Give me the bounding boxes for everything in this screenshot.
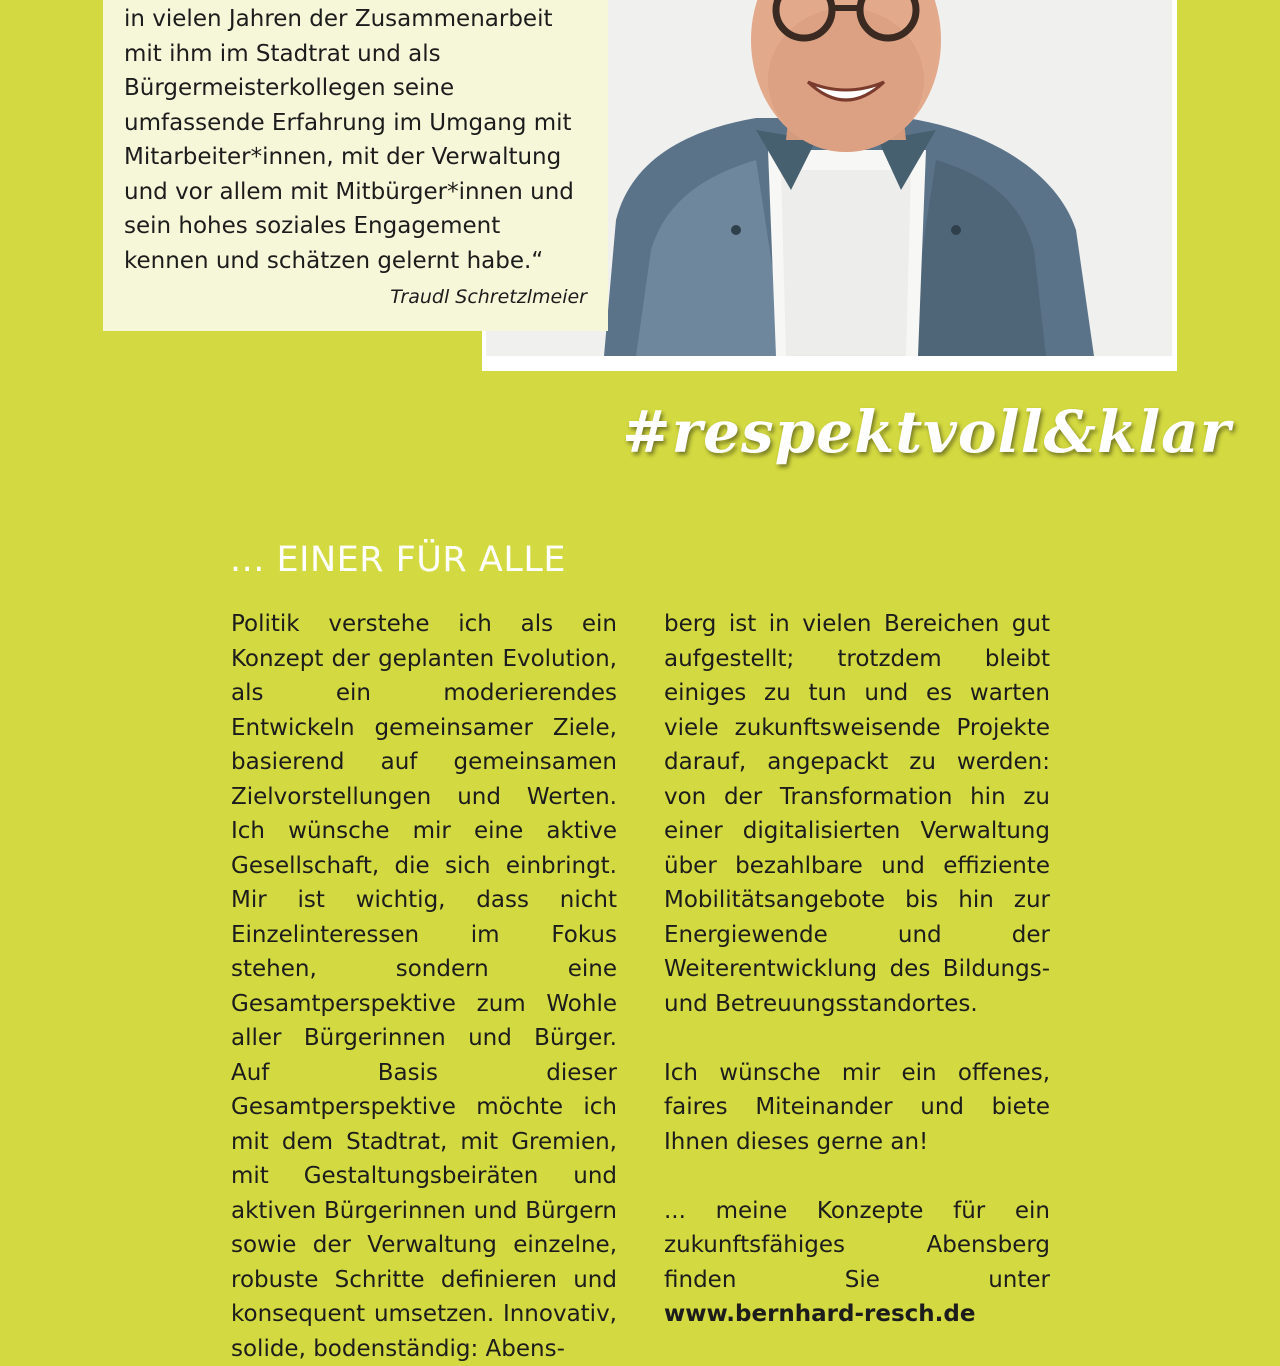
website-link[interactable]: www.bernhard-resch.de xyxy=(664,1301,976,1327)
quote-line: sein hohes soziales Engagement xyxy=(124,213,501,239)
quote-line: kennen und schätzen gelernt habe.“ xyxy=(124,247,544,274)
hashtag-slogan: #respektvoll&klar xyxy=(622,398,1232,466)
quote-line: Mitarbeiter*innen, mit der Verwaltung xyxy=(124,144,562,170)
section-heading: ... EINER FÜR ALLE xyxy=(230,540,566,580)
body-column-left xyxy=(231,607,617,1366)
body-paragraph: Politik verstehe ich als ein Konzept der geplanten Evolution, als ein moderierendes Entwickeln gemeinsamer Ziele, basierend auf gemeinsamen Zielvorstellungen und Werten. Ich wünsche mir eine aktive Gesellschaft, die sich einbringt. Mir ist wichtig, dass nicht Einzelinteressen im Fokus stehen, sondern eine Gesamtperspektive zum Wohle aller Bürgerinnen und Bürger. Auf Basis dieser Gesamtperspektive möchte ich mit dem Stadtrat, mit Gremien, mit Gestaltungsbeiräten und aktiven Bürgerinnen und Bürgern sowie der Verwaltung einzelne, robuste Schritte definieren und konsequent umsetzen. Innovativ, solide, bodenständig: Abens- xyxy=(231,611,617,1362)
closing-text: ... meine Konzepte für ein zukunftsfähiges Abensberg finden Sie unter xyxy=(664,1197,1050,1293)
body-paragraph-closing xyxy=(664,1194,1050,1332)
body-paragraph: Ich wünsche mir ein offenes, faires Miteinander und biete Ihnen dieses gerne an! xyxy=(664,1059,1050,1155)
quote-text xyxy=(124,2,594,278)
body-paragraph: berg ist in vielen Bereichen gut aufgestellt; trotzdem bleibt einiges zu tun und es warten viele zukunftsweisende Projekte darauf, angepackt zu werden: von der Transformation hin zu einer digitalisierten Verwaltung über bezahlbare und effiziente Mobilitätsangebote bis hin zur Energiewende und der Weiterentwicklung des Bildungs- und Betreuungsstandortes. xyxy=(664,611,1050,1017)
quote-line: und vor allem mit Mitbürger*innen und xyxy=(124,178,574,205)
quote-line: in vielen Jahren der Zusammenarbeit xyxy=(124,6,553,32)
quote-line: Bürgermeisterkollegen seine xyxy=(124,75,455,101)
body-column-right xyxy=(664,607,1050,1332)
quote-author: Traudl Schretzlmeier xyxy=(390,286,587,308)
quote-line: mit ihm im Stadtrat und als xyxy=(124,40,441,67)
quote-line: umfassende Erfahrung im Umgang mit xyxy=(124,109,572,136)
